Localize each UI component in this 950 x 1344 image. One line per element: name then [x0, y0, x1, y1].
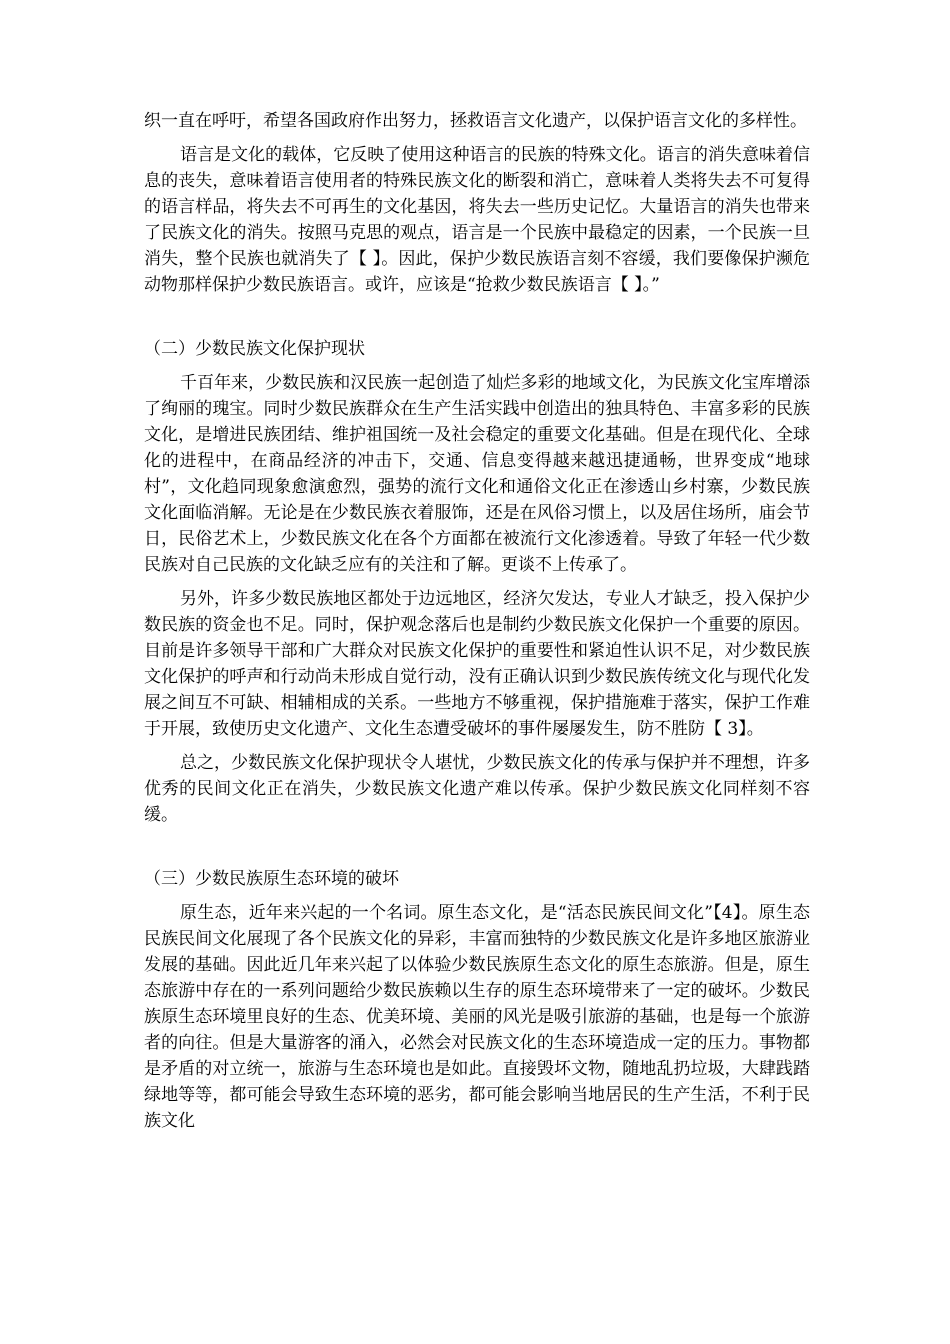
paragraph-summary: 总之，少数民族文化保护现状令人堪忧，少数民族文化的传承与保护并不理想，许多优秀的民间文化正在消失，少数民族文化遗产难以传承。保护少数民族文化同样刻不容缓。	[144, 753, 810, 825]
paragraph-regional-culture: 千百年来，少数民族和汉民族一起创造了灿烂多彩的地域文化，为民族文化宝库增添了绚丽的瑰宝。同时少数民族群众在生产生活实践中创造出的独具特色、丰富多彩的民族文化，是增进民族团结、维护祖国统一及社会稳定的重要文化基础。但是在现代化、全球化的进程中，在商品经济的冲击下，交通、信息变得越来越迅捷通畅，世界变成“地球村”，文化趋同现象愈演愈烈，强势的流行文化和通俗文化正在渗透山乡村寨，少数民族文化面临消解。无论是在少数民族衣着服饰，还是在风俗习惯上，以及居住场所，庙会节日，民俗艺术上，少数民族文化在各个方面都在被流行文化渗透着。导致了年轻一代少数民族对自己民族的文化缺乏应有的关注和了解。更谈不上传承了。	[144, 373, 810, 575]
paragraph-language-carrier: 语言是文化的载体，它反映了使用这种语言的民族的特殊文化。语言的消失意味着信息的丧失，意味着语言使用者的特殊民族文化的断裂和消亡，意味着人类将失去不可复得的语言样品，将失去不可再生的文化基因，将失去一些历史记忆。大量语言的消失也带来了民族文化的消失。按照马克思的观点，语言是一个民族中最稳定的因素，一个民族一旦消失，整个民族也就消失了【 】。因此，保护少数民族语言刻不容缓，我们要像保护濒危动物那样保护少数民族语言。或许，应该是“抢救少数民族语言【 】。”	[144, 145, 810, 295]
paragraph-original-ecology: 原生态，近年来兴起的一个名词。原生态文化，是“活态民族民间文化”【4】。原生态民族民间文化展现了各个民族文化的异彩，丰富而独特的少数民族文化是许多地区旅游业发展的基础。因此近几年来兴起了以体验少数民族原生态文化的原生态旅游。但是，原生态旅游中存在的一系列问题给少数民族赖以生存的原生态环境带来了一定的破坏。少数民族原生态环境里良好的生态、优美环境、美丽的风光是吸引旅游的基础，也是每一个旅游者的向往。但是大量游客的涌入，必然会对民族文化的生态环境造成一定的压力。事物都是矛盾的对立统一，旅游与生态环境也是如此。直接毁坏文物，随地乱扔垃圾，大肆践踏绿地等等，都可能会导致生态环境的恶劣，都可能会影响当地居民的生产生活，不利于民族文化	[144, 903, 810, 1131]
paragraph-language-diversity-end: 织一直在呼吁，希望各国政府作出努力，拯救语言文化遗产，以保护语言文化的多样性。	[144, 111, 807, 131]
document-page	[144, 108, 810, 1134]
paragraph-remote-areas: 另外，许多少数民族地区都处于边远地区，经济欠发达，专业人才缺乏，投入保护少数民族的资金也不足。同时，保护观念落后也是制约少数民族文化保护一个重要的原因。目前是许多领导干部和广大群众对民族文化保护的重要性和紧迫性认识不足，对少数民族文化保护的呼声和行动尚未形成自觉行动，没有正确认识到少数民族传统文化与现代化发展之间互不可缺、相辅相成的关系。一些地方不够重视，保护措施难于落实，保护工作难于开展，致使历史文化遗产、文化生态遭受破坏的事件屡屡发生，防不胜防【 3】。	[144, 589, 810, 739]
section-heading-eco-damage: （三）少数民族原生态环境的破坏	[144, 869, 399, 889]
section-heading-culture-status: （二）少数民族文化保护现状	[144, 339, 365, 359]
